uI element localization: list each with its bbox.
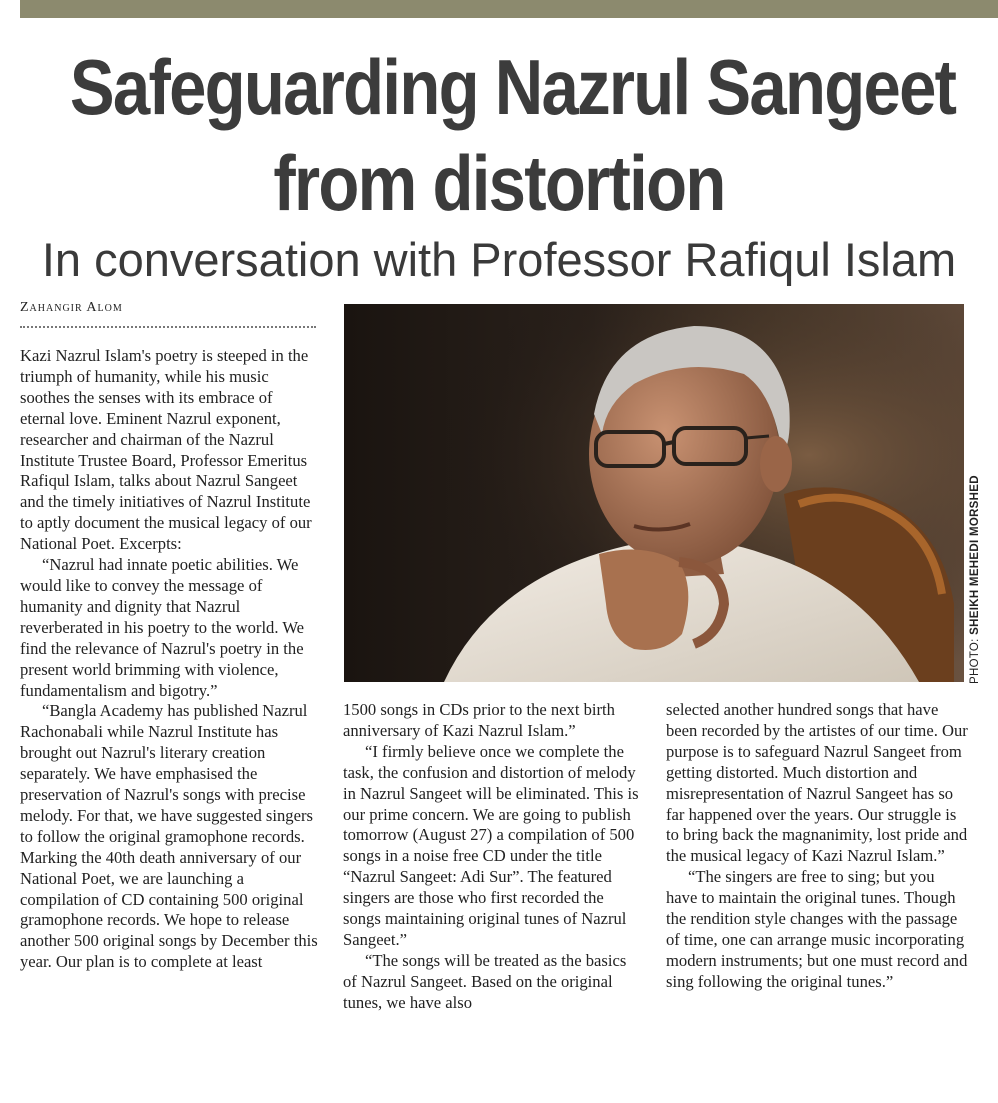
portrait-illustration (344, 304, 964, 682)
headline-line-2: from distortion (273, 139, 725, 227)
paragraph-quote-5: “The singers are free to sing; but you have to maintain the original tunes. Though the rendition style changes with the passage of time, one can arrange music incorporating modern instruments; but one must record and sing following the original tunes.” (666, 867, 968, 991)
photo-credit-prefix: PHOTO: (969, 638, 981, 684)
paragraph-quote-4: “The songs will be treated as the basics of Nazrul Sangeet. Based on the original tunes, we have also (343, 950, 627, 1012)
paragraph-quote-1: “Nazrul had innate poetic abilities. We would like to convey the message of humanity and dignity that Nazrul reverberated in his poetry to the world. We find the relevance of Nazrul's poetry in the present world brimming with violence, fundamentalism and bigotry.” (20, 555, 305, 700)
paragraph-quote-3: “I firmly believe once we complete the task, the confusion and distortion of melody in Nazrul Sangeet will be eliminated. This is our prime concern. We are going to publish tomorrow (August 27) a compilation of 500 songs in a noise free CD under the title “Nazrul Sangeet: Adi Sur”. The featured singers are those who first recorded the songs maintaining original tunes of Nazrul Sangeet.” (343, 741, 639, 949)
paragraph-continued: 1500 songs in CDs prior to the next birth anniversary of Kazi Nazrul Islam.” (343, 700, 615, 740)
subheadline: In conversation with Professor Rafiqul Islam (41, 233, 957, 286)
paragraph-intro: Kazi Nazrul Islam's poetry is steeped in the triumph of humanity, while his music soothes the senses with its embrace of eternal love. Eminent Nazrul exponent, researcher and chairman of the Nazrul Institute Trustee Board, Professor Emeritus Rafiqul Islam, talks about Nazrul Sangeet and the timely initiatives of Nazrul Institute to aptly document the musical legacy of our National Poet. Excerpts: (20, 346, 312, 554)
paragraph-continued-2: selected another hundred songs that have been recorded by the artistes of our time. Our purpose is to safeguard Nazrul Sangeet from getting distorted. Much distortion and misrepresentation of Nazrul Sangeet has so far happened over the years. Our struggle is to bring back the magnanimity, lost pride and the musical legacy of Kazi Nazrul Islam.” (666, 700, 968, 866)
headline-line-1: Safeguarding Nazrul Sangeet (69, 43, 956, 131)
article-column-3 (666, 700, 968, 993)
portrait-photo (344, 304, 964, 682)
byline-divider (20, 326, 316, 328)
paragraph-quote-2: “Bangla Academy has published Nazrul Rachonabali while Nazrul Institute has brought out Nazrul's literary creation separately. We have emphasised the preservation of Nazrul's songs with precise melody. For that, we have suggested singers to follow the original gramophone records. Marking the 40th death anniversary of our National Poet, we are launching a compilation of CD containing 500 original gramophone records. We hope to release another 500 original songs by December this year. Our plan is to complete at least (20, 701, 318, 972)
photo-credit-name: SHEIKH MEHEDI MORSHED (969, 475, 981, 635)
header-color-bar (20, 0, 998, 18)
photo-credit (968, 444, 996, 684)
article-column-1 (20, 346, 318, 973)
byline: Zahangir Alom (20, 300, 123, 315)
photo-credit-text (968, 475, 982, 684)
article-column-2 (343, 700, 643, 1014)
